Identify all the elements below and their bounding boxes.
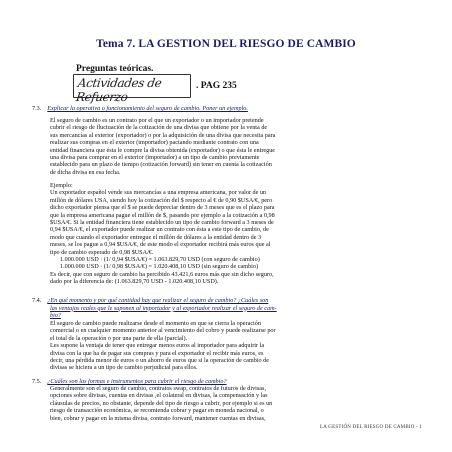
calculation-line: 1.000.000 USD · (1/ 0,98 $USA/€) = 1.020.408,10 USD (sin seguro de cambio) [60,263,259,271]
text-line: riesgo de transacción económica, se recomienda cobrar y pagar en moneda nacional, o [50,407,264,415]
question-number: 7.5. [32,378,42,385]
text-line: bien, cobrar y pagar en la misma divisa, contrato forward, mantener cuentas en divisas, [50,414,266,422]
answer-7-4 [50,320,414,372]
text-line: de dicha divisa en esa fecha. [50,168,121,176]
question-text: bio? [50,312,62,320]
example-7-3 [50,182,414,286]
text-line: dicho exportador piensa que el $ se puede depreciar dentro de 3 meses que es el plazo para [50,204,275,212]
text-line: meses, se los pague a 0,94 $USA/€, de este modo el exportador recibirá más euros que al [50,241,271,249]
question-number: 7.3. [32,105,42,112]
calculation-line: 1.000.000 USD · (1/ 0,94 $USA/€) = 1.063.829,70 USD (con seguro de cambio) [60,256,260,264]
text-line: El seguro de cambio puede realizarse desde el momento en que se cierra la operación [50,320,261,327]
question-text: ¿En qué momento y por qué cantidad hay que realizar el seguro de cambio? ¿Cuáles son [47,297,269,304]
text-line: 0,94 $USA/€, el exportador puede realizar un contrato con ésta a este tipo de cambio, de [50,226,269,234]
question-text: las ventajas reales que le suponen al importador y al exportador realizar el seguro de cam- [50,304,277,312]
text-line: realizar sus compras en el exterior (importador) pactando mediante contrato con una [50,139,259,147]
answer-7-3 [50,117,414,176]
text-line: cubrir el riesgo de fluctuación de la cotización de una divisa que obtiene por la venta de [50,124,268,132]
text-line: El seguro de cambio es un contrato por el que un exportador o un importador pretende [50,117,264,124]
text-line: Les supone la ventaja de tener que entregar menos euros al importador para adquirir la [50,342,265,350]
text-line: decir, una pérdida menor de euros o un ahorro de euros que si la operación de cambio de [50,357,269,365]
text-line: modo que cuando el exportador entregue el millón de dólares a la entidad dentro de 3 [50,233,262,241]
page-reference: . PAG 235 [196,81,237,91]
question-text: ¿Cuáles son las formas e instrumentos para cubrir el riesgo de cambio? [47,378,227,385]
text-line: millón de dólares USA, siendo hoy la cotización del $ respecto al € de 0,90 $USA/€, pero [50,196,273,204]
text-line: establecido para un plazo de tiempo (cotización forward) sin tener en cuenta la cotización [50,161,272,169]
text-line: que la empresa americana pague el millón de $, pasando por ejemplo a la cotización a 0,98 [50,211,275,219]
handwritten-annotation [73,72,191,104]
text-line: Ejemplo: [50,182,73,189]
answer-7-5 [50,385,414,422]
text-line: $USA/€. Si la entidad financiera tiene establecido un tipo de cambio forward a 3 meses de [50,219,274,227]
text-line: cláusulas de precios, no obstante, depende del tipo de riesgo a cubrir, por ejemplo si es un [50,399,273,407]
text-line: comercial o en cualquier momento anterior al vencimiento del cobro y puede realizarse por [50,327,276,335]
text-line: Un exportador español vende sus mercancías a una empresa americana, por valor de un [50,189,267,197]
text-line: opciones sobre divisas, cuentas en divisas ,el colateral en divisas, la compensación y las [50,392,268,400]
text-line: sus mercancías al exterior (exportador) o por la adquisición de una divisa que necesita para [50,131,276,139]
question-number: 7.4. [32,297,42,304]
text-line: una divisa para comprar en el exterior (importador) a un tipo de cambio previamente [50,154,260,162]
section-subheading: Preguntas teóricas. [76,64,154,74]
question-7-3 [32,105,422,113]
text-line: dado por la diferencia de: (1.063.829,70 USD - 1.020.408,10 USD). [50,278,219,286]
text-line: divisa con la que ha de pagar sus compras y para el exportador el recibir más euros, es [50,349,264,357]
text-line: Generalmente son el seguro de cambio, contratos swap, contratos de futuros de divisas, [50,385,266,392]
question-text: Explicar la operativa o funcionamiento del seguro de cambio. Poner un ejemplo. [47,105,248,112]
text-line: el total de la operación o por una parte de ella (parcial). [50,334,188,342]
page-title: Tema 7. LA GESTION DEL RIESGO DE CAMBIO [96,38,356,50]
text-line: divisas se hiciera a un tipo de cambio perjudicial para ellos. [50,364,198,372]
text-line: tipo de cambio esperado de 0,98 $USA/€. [50,248,154,256]
handwritten-note: Actividades de Refuerzo [75,76,163,104]
question-7-4 [32,297,422,320]
page-footer: LA GESTIÓN DEL RIESGO DE CAMBIO - 1 [320,425,422,430]
text-line: entidad financiera que ésta le compre la divisa obtenida (exportador) o que ésta le entregue [50,146,276,154]
text-line: Es decir, que con seguro de cambio ha percibido 43.421,6 euros más que sin dicho seguro, [50,270,274,278]
